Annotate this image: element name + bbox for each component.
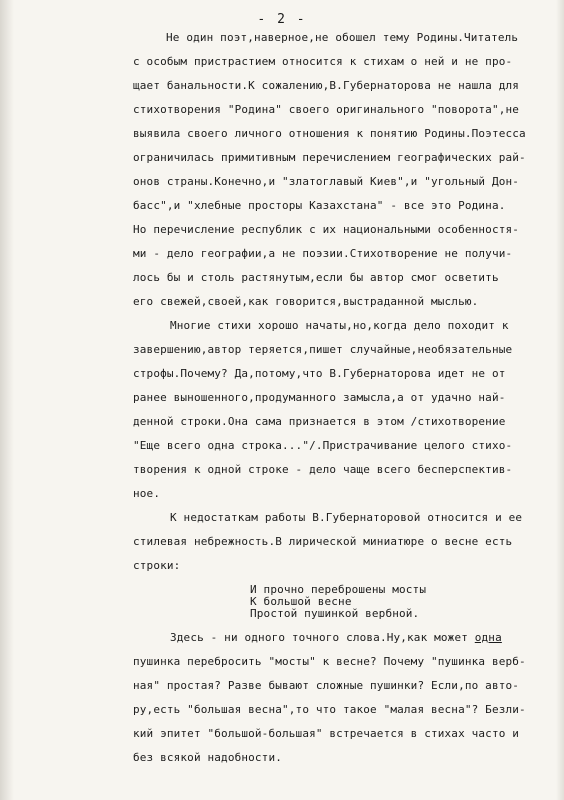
text-line: кий эпитет "большой-большая" встречается в стихах часто и	[133, 727, 520, 740]
verse-line: К большой весне	[250, 595, 352, 608]
page-right-edge	[556, 0, 564, 800]
text-line: его свежей,своей,как говорится,выстраданной мыслью.	[133, 295, 479, 308]
text-line: Но перечисление республик с их национальными особенностя-	[133, 223, 520, 236]
text-line: ная" простая? Разве бывают сложные пушинки? Если,по авто-	[133, 679, 520, 692]
text-line: ранее выношенного,продуманного замысла,а от удачно най-	[133, 391, 506, 404]
text-line: строки:	[133, 559, 181, 572]
text-line: завершению,автор теряется,пишет случайные,необязательные	[133, 343, 513, 356]
text-line: творения к одной строке - дело чаще всего бесперспектив-	[133, 463, 513, 476]
page-number: - 2 -	[257, 12, 307, 27]
text-line: денной строки.Она сама признается в этом /стихотворение	[133, 415, 506, 428]
text-line: ру,есть "большая весна",то что такое "малая весна"? Безли-	[133, 703, 526, 716]
text-line: стилевая небрежность.В лирической миниатюре о весне есть	[133, 535, 513, 548]
text-line: басс",и "хлебные просторы Казахстана" - все это Родина.	[133, 199, 506, 212]
page-edge-shadow	[0, 0, 14, 800]
text-line: "Еще всего одна строка..."/.Пристрачивание целого стихо-	[133, 439, 513, 452]
text-line: щает банальности.К сожалению,В.Губернаторова не нашла для	[133, 79, 520, 92]
text-line	[170, 632, 502, 644]
text-line: Многие стихи хорошо начаты,но,когда дело походит к	[170, 319, 509, 332]
text-line: онов страны.Конечно,и "златоглавый Киев",и "угольный Дон-	[133, 175, 520, 188]
text-line: ное.	[133, 487, 161, 500]
text-line: с особым пристрастием относится к стихам о ней и не про-	[133, 55, 513, 68]
text-line-start: Здесь - ни одного точного слова.Ну,как может	[170, 631, 475, 644]
underlined-word: одна	[474, 631, 502, 644]
text-line: К недостаткам работы В.Губернаторовой относится и ее	[170, 511, 523, 524]
text-line: лось бы и столь растянутым,если бы автор смог осветить	[133, 271, 499, 284]
text-line: выявила своего личного отношения к понятию Родины.Поэтесса	[133, 127, 526, 140]
text-line: стихотворения "Родина" своего оригинального "поворота",не	[133, 103, 520, 116]
verse-line: И прочно переброшены мосты	[250, 583, 427, 596]
text-line: ограничилась примитивным перечислением географических рай-	[133, 151, 526, 164]
text-line: строфы.Почему? Да,потому,что В.Губернаторова идет не от	[133, 367, 506, 380]
text-line: пушинка перебросить "мосты" к весне? Почему "пушинка верб-	[133, 655, 526, 668]
text-line: ми - дело географии,а не поэзии.Стихотворение не получи-	[133, 247, 513, 260]
verse-line: Простой пушинкой вербной.	[250, 607, 420, 620]
text-line: Не один поэт,наверное,не обошел тему Родины.Читатель	[166, 31, 519, 44]
text-line: без всякой надобности.	[133, 751, 282, 764]
